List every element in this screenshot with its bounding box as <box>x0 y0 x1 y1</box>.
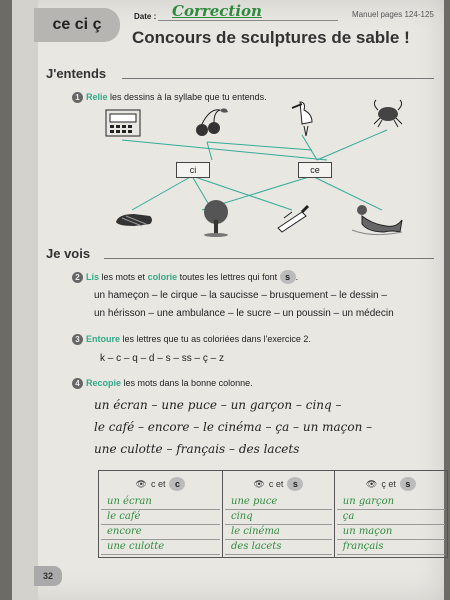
column-header <box>225 473 332 495</box>
sound-badge: s <box>287 477 303 491</box>
ear-icon: 👁 <box>253 478 265 489</box>
ear-icon: 👁 <box>135 478 147 489</box>
cursive-line-1: un écran – une puce – un garçon – cinq – <box>94 398 342 412</box>
instruction-verb: Lis <box>86 272 100 282</box>
answer-word: français <box>337 540 445 555</box>
answer-word: des lacets <box>225 540 332 555</box>
exercise-number: 4 <box>72 378 83 389</box>
cursive-line-2: le café – encore – le cinéma – ça – un maçon – <box>94 420 373 434</box>
instruction-text: les dessins à la syllabe que tu entends. <box>110 92 267 102</box>
column-header-label: c et <box>268 479 284 489</box>
sound-badge: c <box>169 477 185 491</box>
instruction-verb: Relie <box>86 92 108 102</box>
exercise-4-instruction <box>72 378 253 389</box>
word-line-1: un hameçon – le cirque – la saucisse – brusquement – le dessin – <box>94 290 387 301</box>
answer-word: un maçon <box>337 525 445 540</box>
answer-word: le café <box>101 510 220 525</box>
instruction-text: les mots et <box>101 272 146 282</box>
page-number: 32 <box>34 566 62 586</box>
toothpaste-icon <box>274 198 314 232</box>
date-label: Date : <box>134 12 157 21</box>
cursive-line-3: une culotte – français – des lacets <box>94 442 300 456</box>
sound-tab: ce ci ç <box>34 8 120 42</box>
crab-icon <box>368 96 408 130</box>
answer-word: un garçon <box>337 495 445 510</box>
column-header-label: c et <box>150 479 166 489</box>
syllable-box-ce: ce <box>298 162 332 178</box>
word-line-2: un hérisson – une ambulance – le sucre – un poussin – un médecin <box>94 308 394 319</box>
answer-word: le cinéma <box>225 525 332 540</box>
instruction-text: toutes les lettres qui font <box>179 272 278 282</box>
answer-word: ça <box>337 510 445 525</box>
letter-sequence: k – c – q – d – s – ss – ç – z <box>100 353 224 364</box>
instruction-text: les mots dans la bonne colonne. <box>123 378 253 388</box>
instruction-text: les lettres que tu as coloriées dans l'exercice 2. <box>122 334 311 344</box>
column-header <box>101 473 220 495</box>
instruction-verb: Recopie <box>86 378 122 388</box>
ear-icon: 👁 <box>365 478 378 489</box>
date-handwritten: Correction <box>172 2 262 20</box>
manual-reference: Manuel pages 124-125 <box>352 10 434 19</box>
answer-word: un écran <box>101 495 220 510</box>
column-header <box>337 473 445 495</box>
exercise-3-instruction <box>72 334 311 345</box>
syllable-box-ci: ci <box>176 162 210 178</box>
exercise-number: 3 <box>72 334 83 345</box>
column-c-soft <box>223 471 335 558</box>
section-heading-je-vois: Je vois <box>46 246 91 261</box>
sound-badge: s <box>280 270 296 284</box>
column-header-label: ç et <box>381 479 396 489</box>
answer-word: encore <box>101 525 220 540</box>
sausage-icon <box>112 206 152 240</box>
column-c-cedilla <box>334 471 447 558</box>
exercise-number: 1 <box>72 92 83 103</box>
stork-icon <box>282 98 322 132</box>
tree-icon <box>196 198 236 232</box>
instruction-verb: Entoure <box>86 334 121 344</box>
sound-badge: s <box>400 477 416 491</box>
sorting-table <box>98 470 448 558</box>
page-title: Concours de sculptures de sable ! <box>132 28 410 47</box>
answer-word: une culotte <box>101 540 220 555</box>
mermaid-icon <box>348 200 408 234</box>
section-rule <box>104 258 434 259</box>
answer-word: une puce <box>225 495 332 510</box>
exercise-number: 2 <box>72 272 83 283</box>
section-heading-jentends: J'entends <box>46 66 107 81</box>
worksheet-page <box>12 0 444 600</box>
instruction-verb: colorie <box>147 272 178 282</box>
cherries-icon <box>190 104 230 138</box>
cash-register-icon <box>104 104 144 138</box>
column-c-hard <box>99 471 223 558</box>
answer-word: cinq <box>225 510 332 525</box>
exercise-2-instruction: 2 Lis les mots et colorie toutes les lettres qui font s . <box>72 270 298 284</box>
